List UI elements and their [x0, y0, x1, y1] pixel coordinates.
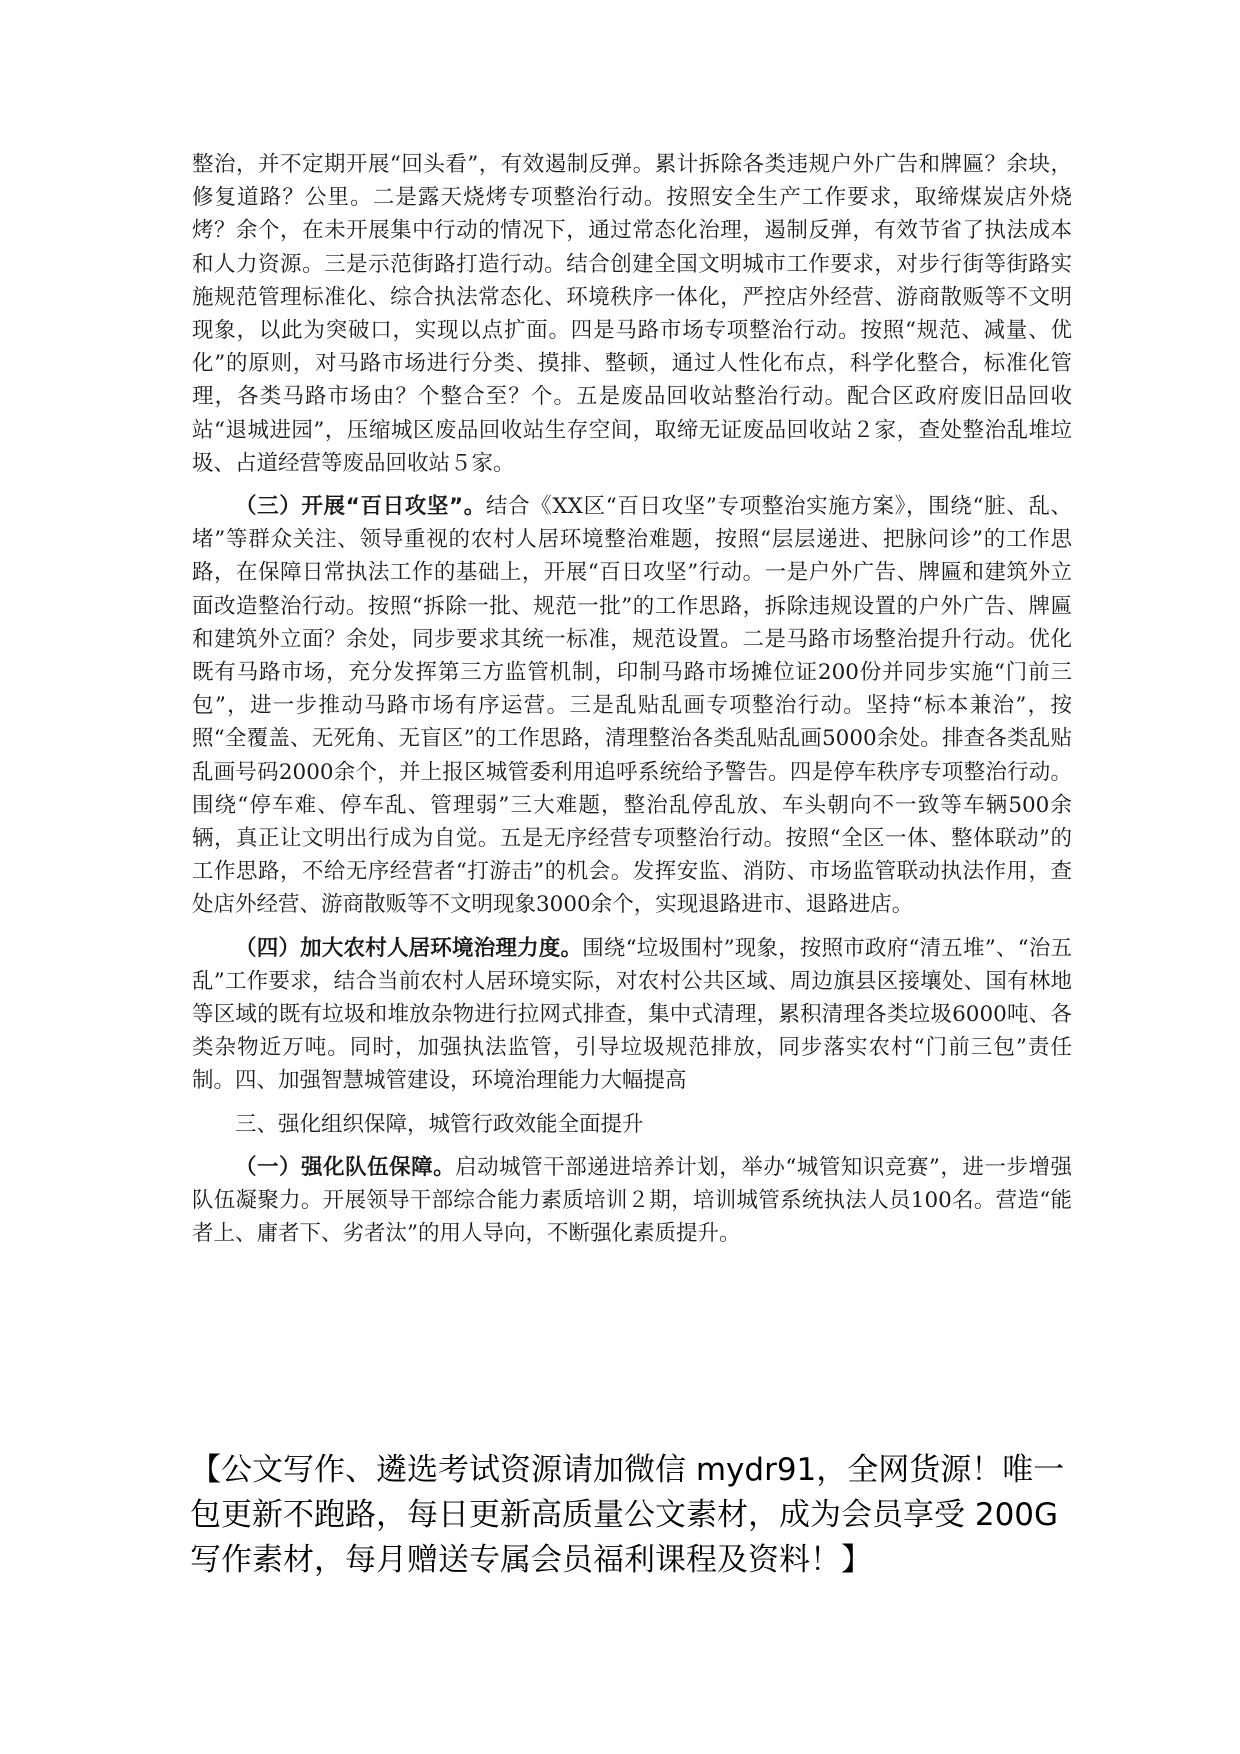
- paragraph-hundred-day-campaign: [192, 490, 1072, 922]
- paragraph-team-building: [192, 1151, 1072, 1251]
- paragraph-heading: （四）加大农村人居环境治理力度。: [235, 935, 583, 961]
- paragraph-text: 围绕“垃圾围村”现象，按照市政府“清五堆”、“治五乱”工作要求，结合当前农村人居环境实际，对农村公共区域、周边旗县区接壤处、国有林地等区域的既有垃圾和堆放杂物进行拉网式排查，集中式清理，累积清理各类垃圾6000吨、各类杂物近万吨。同时，加强执法监管，引导垃圾规范排放，同步落实农村“门前三包”责任制。四、加强智慧城管建设，环境治理能力大幅提高: [192, 935, 1072, 1094]
- advertisement-banner: 【公文写作、遴选考试资源请加微信 mydr91，全网货源！唯一包更新不跑路，每日更新高质量公文素材，成为会员享受 200G 写作素材，每月赠送专属会员福利课程及资料！】: [190, 1452, 1065, 1578]
- section-title-text: 三、强化组织保障，城管行政效能全面提升: [235, 1111, 644, 1137]
- paragraph-text: 启动城管干部递进培养计划，举办“城管知识竞赛”，进一步增强队伍凝聚力。开展领导干部综合能力素质培训２期，培训城管系统执法人员100名。营造“能者上、庸者下、劣者汰”的用人导向，不断强化素质提升。: [192, 1154, 1072, 1247]
- paragraph-continuation: [192, 148, 1072, 480]
- document-body: [192, 148, 1072, 1251]
- paragraph-heading: （一）强化队伍保障。: [235, 1154, 456, 1180]
- section-title: [192, 1108, 1072, 1141]
- paragraph-text: 整治，并不定期开展“回头看”，有效遏制反弹。累计拆除各类违规户外广告和牌匾？余块，修复道路？公里。二是露天烧烤专项整治行动。按照安全生产工作要求，取缔煤炭店外烧烤？余个，在未开展集中行动的情况下，通过常态化治理，遏制反弹，有效节省了执法成本和人力资源。三是示范街路打造行动。结合创建全国文明城市工作要求，对步行街等街路实施规范管理标准化、综合执法常态化、环境秩序一体化，严控店外经营、游商散贩等不文明现象，以此为突破口，实现以点扩面。四是马路市场专项整治行动。按照“规范、减量、优化”的原则，对马路市场进行分类、摸排、整顿，通过人性化布点，科学化整合，标准化管理，各类马路市场由？个整合至？个。五是废品回收站整治行动。配合区政府废旧品回收站“退城进园”，压缩城区废品回收站生存空间，取缔无证废品回收站２家，查处整治乱堆垃圾、占道经营等废品回收站５家。: [192, 152, 1072, 476]
- paragraph-heading: （三）开展“百日攻坚”。: [235, 494, 486, 520]
- paragraph-text: 结合《XX区“百日攻坚”专项整治实施方案》，围绕“脏、乱、堵”等群众关注、领导重视的农村人居环境整治难题，按照“层层递进、把脉问诊”的工作思路，在保障日常执法工作的基础上，开展“百日攻坚”行动。一是户外广告、牌匾和建筑外立面改造整治行动。按照“拆除一批、规范一批”的工作思路，拆除违规设置的户外广告、牌匾和建筑外立面？余处，同步要求其统一标准，规范设置。二是马路市场整治提升行动。优化既有马路市场，充分发挥第三方监管机制，印制马路市场摊位证200份并同步实施“门前三包”，进一步推动马路市场有序运营。三是乱贴乱画专项整治行动。坚持“标本兼治”，按照“全覆盖、无死角、无盲区”的工作思路，清理整治各类乱贴乱画5000余处。排查各类乱贴乱画号码2000余个，并上报区城管委利用追呼系统给予警告。四是停车秩序专项整治行动。围绕“停车难、停车乱、管理弱”三大难题，整治乱停乱放、车头朝向不一致等车辆500余辆，真正让文明出行成为自觉。五是无序经营专项整治行动。按照“全区一体、整体联动”的工作思路，不给无序经营者“打游击”的机会。发挥安监、消防、市场监管联动执法作用，查处店外经营、游商散贩等不文明现象3000余个，实现退路进市、退路进店。: [192, 494, 1072, 918]
- paragraph-rural-environment: [192, 932, 1072, 1098]
